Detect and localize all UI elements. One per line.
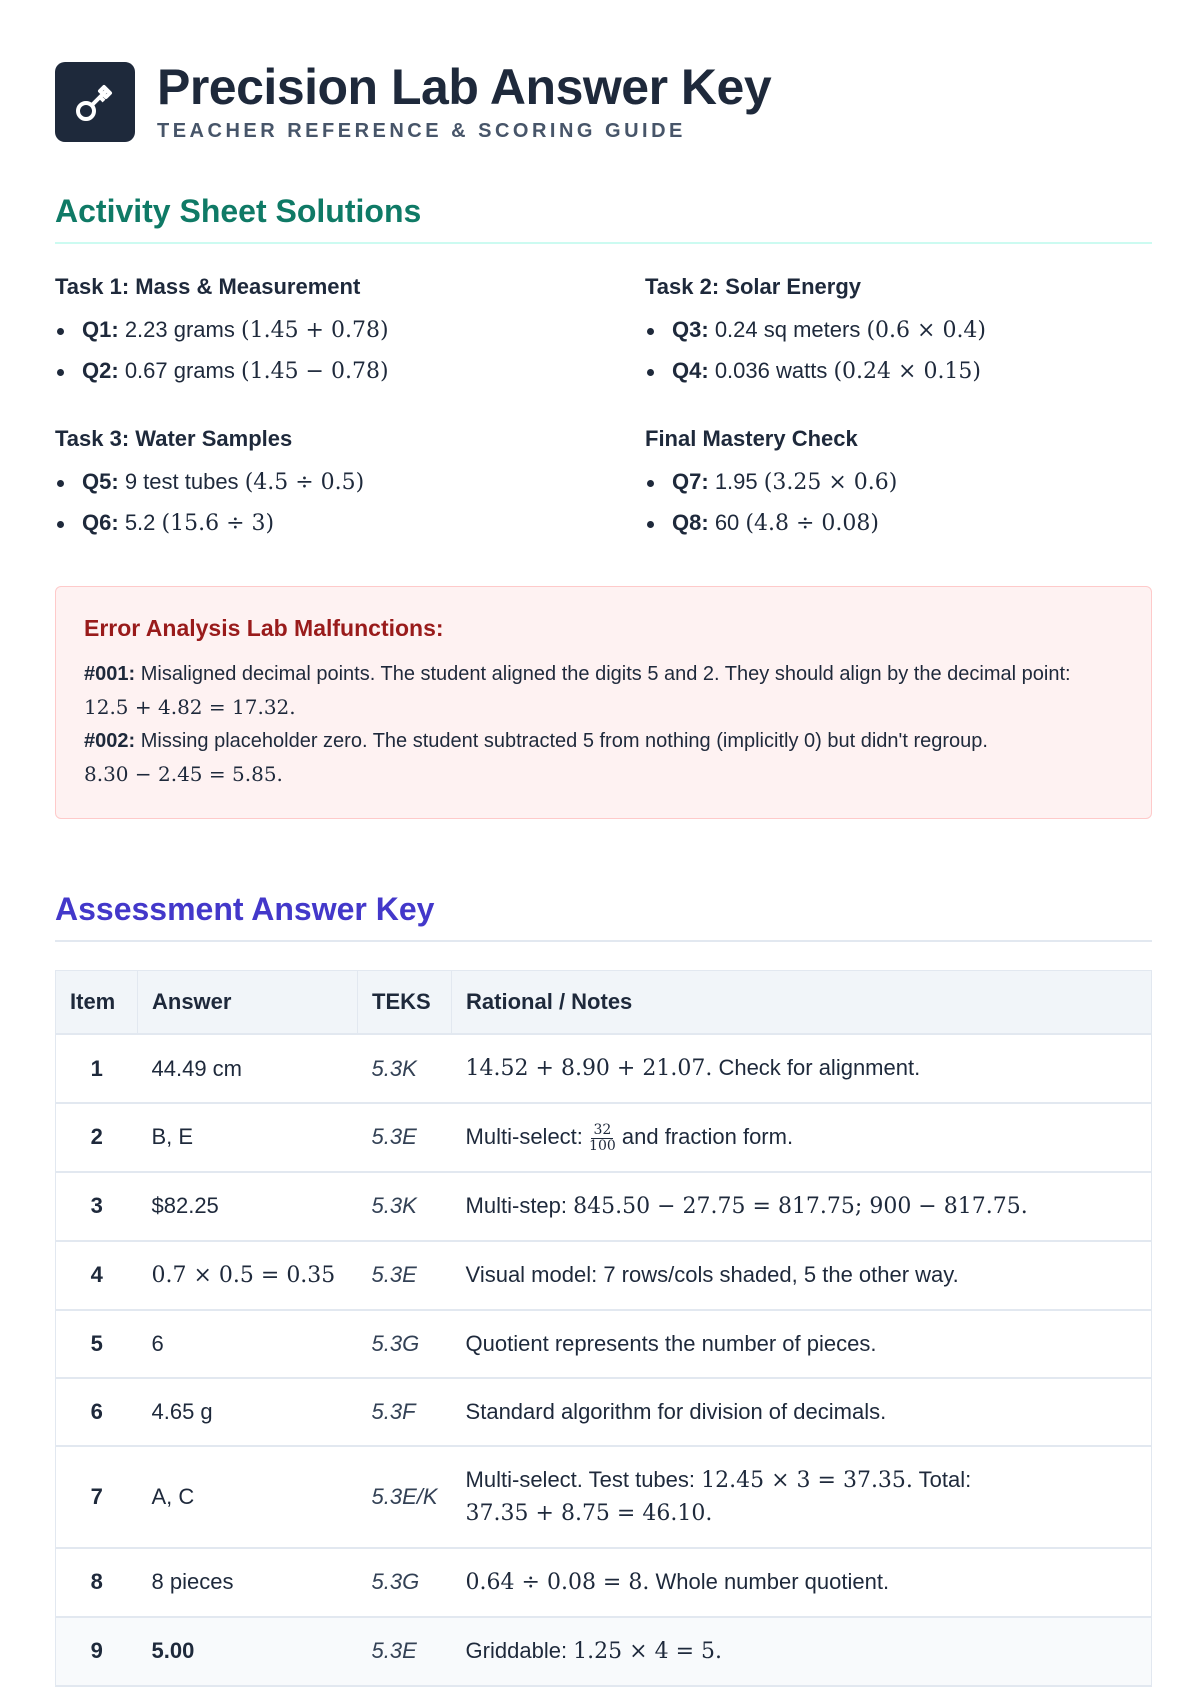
notes-text: Multi-select. Test tubes: xyxy=(465,1466,702,1492)
notes-cell xyxy=(452,1310,1152,1378)
task-title: Task 3: Water Samples xyxy=(55,426,293,451)
answer-key-table xyxy=(55,970,1152,1687)
answer-text: 6 xyxy=(151,1330,164,1356)
notes-text: Quotient represents the number of pieces. xyxy=(465,1330,877,1356)
error-math: 8.30 − 2.45 = 5.85. xyxy=(84,762,283,786)
notes-text: Multi-step: xyxy=(465,1192,574,1218)
answer-item xyxy=(55,351,645,392)
answer-math: (1.45 − 0.78) xyxy=(241,359,389,384)
answer-item xyxy=(645,503,1152,544)
task-grid xyxy=(55,274,1152,544)
column-header-notes: Rational / Notes xyxy=(452,971,1152,1035)
error-text: Missing placeholder zero. The student subtracted 5 from nothing (implicitly 0) but didn't regroup. xyxy=(140,730,988,752)
error-text: Misaligned decimal points. The student aligned the digits 5 and 2. They should align by the decimal point: xyxy=(140,663,1071,685)
notes-math-2: 37.35 + 8.75 = 46.10. xyxy=(465,1500,713,1526)
fraction-numerator: 32 xyxy=(593,1121,612,1138)
task-block xyxy=(55,426,645,544)
answer-cell xyxy=(138,1241,358,1310)
notes-text: Check for alignment. xyxy=(712,1055,921,1080)
notes-text: Standard algorithm for division of decimals. xyxy=(465,1398,887,1424)
answer-math: (3.25 × 0.6) xyxy=(763,470,898,495)
answer-text: $82.25 xyxy=(151,1193,219,1219)
answer-item xyxy=(55,462,645,503)
item-cell: 4 xyxy=(56,1241,138,1310)
page-subtitle: TEACHER REFERENCE & SCORING GUIDE xyxy=(157,120,686,142)
answer-cell xyxy=(138,1103,358,1172)
answer-text: 44.49 cm xyxy=(151,1055,242,1081)
notes-math: 0.64 ÷ 0.08 = 8. xyxy=(465,1569,650,1595)
notes-cell xyxy=(452,1548,1152,1617)
answer-text: A, C xyxy=(151,1483,195,1509)
teks-cell: 5.3E xyxy=(358,1617,452,1686)
answer-cell xyxy=(138,1172,358,1241)
teks-cell: 5.3E xyxy=(358,1103,452,1172)
answer-math: (15.6 ÷ 3) xyxy=(161,511,275,536)
answer-text: 9 test tubes xyxy=(124,469,239,494)
answer-math: 0.7 × 0.5 = 0.35 xyxy=(151,1262,336,1288)
answer-cell xyxy=(138,1617,358,1686)
notes-math: 1.25 × 4 = 5. xyxy=(573,1638,722,1664)
notes-text: Visual model: 7 rows/cols shaded, 5 the other way. xyxy=(465,1262,959,1288)
item-cell: 9 xyxy=(56,1617,138,1686)
table-row xyxy=(56,1446,1152,1548)
answer-math: (0.6 × 0.4) xyxy=(866,318,987,343)
answer-item xyxy=(645,462,1152,503)
answer-item xyxy=(645,351,1152,392)
teks-cell: 5.3E xyxy=(358,1241,452,1310)
error-heading: Error Analysis Lab Malfunctions: xyxy=(84,615,444,641)
answer-text: 1.95 xyxy=(714,469,758,494)
teks-cell: 5.3K xyxy=(358,1034,452,1103)
page-title: Precision Lab Answer Key xyxy=(157,59,772,115)
answer-text: 0.036 watts xyxy=(714,358,828,383)
answer-math: (0.24 × 0.15) xyxy=(833,359,982,384)
question-label: Q2: xyxy=(82,358,119,383)
table-row xyxy=(56,1034,1152,1103)
task-title: Final Mastery Check xyxy=(645,426,858,451)
answer-text: 5.00 xyxy=(151,1638,195,1664)
answer-cell xyxy=(138,1034,358,1103)
item-cell: 2 xyxy=(56,1103,138,1172)
item-cell: 8 xyxy=(56,1548,138,1617)
notes-text: Whole number quotient. xyxy=(649,1568,890,1594)
answer-text: 0.24 sq meters xyxy=(714,317,861,342)
question-label: Q4: xyxy=(672,358,709,383)
answer-math: (1.45 + 0.78) xyxy=(241,318,389,343)
task-title: Task 1: Mass & Measurement xyxy=(55,274,361,299)
answer-text: 60 xyxy=(714,510,740,535)
answer-text: 2.23 grams xyxy=(124,317,235,342)
error-math: 12.5 + 4.82 = 17.32. xyxy=(84,695,296,719)
notes-text-2: and fraction form. xyxy=(615,1124,794,1149)
fraction-denominator: 100 xyxy=(589,1137,616,1154)
answer-list xyxy=(645,310,1152,392)
teks-cell: 5.3G xyxy=(358,1548,452,1617)
teks-cell: 5.3G xyxy=(358,1310,452,1378)
task-block xyxy=(645,426,1152,544)
table-row xyxy=(56,1310,1152,1378)
answer-list xyxy=(645,462,1152,544)
teks-cell: 5.3F xyxy=(358,1378,452,1446)
answer-item xyxy=(645,310,1152,351)
task-block xyxy=(55,274,645,392)
question-label: Q7: xyxy=(672,469,709,494)
error-item xyxy=(84,725,1123,792)
notes-cell xyxy=(452,1378,1152,1446)
column-header-item: Item xyxy=(56,971,138,1035)
answer-text: 0.67 grams xyxy=(124,358,235,383)
answer-text: B, E xyxy=(151,1124,194,1150)
answer-cell xyxy=(138,1378,358,1446)
question-label: Q3: xyxy=(672,317,709,342)
table-row xyxy=(56,1617,1152,1686)
answer-cell xyxy=(138,1548,358,1617)
teks-cell: 5.3K xyxy=(358,1172,452,1241)
teks-cell: 5.3E/K xyxy=(358,1446,452,1548)
task-title: Task 2: Solar Energy xyxy=(645,274,862,299)
notes-text-2: Total: xyxy=(912,1466,972,1492)
notes-math: 845.50 − 27.75 = 817.75; 900 − 817.75. xyxy=(573,1193,1028,1219)
answer-cell xyxy=(138,1446,358,1548)
notes-cell xyxy=(452,1103,1152,1172)
question-label: Q5: xyxy=(82,469,119,494)
table-row xyxy=(56,1378,1152,1446)
answer-math: (4.5 ÷ 0.5) xyxy=(244,470,365,495)
answer-text: 4.65 g xyxy=(151,1398,213,1424)
question-label: Q1: xyxy=(82,317,119,342)
answer-cell xyxy=(138,1310,358,1378)
notes-cell xyxy=(452,1241,1152,1310)
error-id: #002: xyxy=(84,730,136,752)
item-cell: 3 xyxy=(56,1172,138,1241)
column-header-teks: TEKS xyxy=(358,971,452,1035)
table-row xyxy=(56,1241,1152,1310)
notes-text: Griddable: xyxy=(465,1637,574,1663)
table-row xyxy=(56,1103,1152,1172)
notes-math: 14.52 + 8.90 + 21.07. xyxy=(465,1056,713,1081)
activity-heading: Activity Sheet Solutions xyxy=(55,193,1152,244)
question-label: Q6: xyxy=(82,510,119,535)
key-icon xyxy=(55,62,135,142)
notes-math: 12.45 × 3 = 37.35. xyxy=(701,1467,913,1493)
table-row xyxy=(56,1172,1152,1241)
item-cell: 6 xyxy=(56,1378,138,1446)
table-row xyxy=(56,1548,1152,1617)
notes-text: Multi-select: xyxy=(465,1124,590,1149)
notes-cell xyxy=(452,1446,1152,1548)
error-item xyxy=(84,658,1123,725)
page-header xyxy=(55,60,1152,143)
column-header-answer: Answer xyxy=(138,971,358,1035)
assessment-heading: Assessment Answer Key xyxy=(55,891,1152,942)
item-cell: 5 xyxy=(56,1310,138,1378)
answer-list xyxy=(55,462,645,544)
answer-text: 5.2 xyxy=(124,510,156,535)
question-label: Q8: xyxy=(672,510,709,535)
answer-list xyxy=(55,310,645,392)
answer-item xyxy=(55,310,645,351)
item-cell: 1 xyxy=(56,1034,138,1103)
error-id: #001: xyxy=(84,663,136,685)
answer-item xyxy=(55,503,645,544)
notes-cell xyxy=(452,1172,1152,1241)
answer-math: (4.8 ÷ 0.08) xyxy=(745,511,879,536)
notes-cell xyxy=(452,1617,1152,1686)
error-analysis-box xyxy=(55,586,1152,819)
task-block xyxy=(645,274,1152,392)
answer-text: 8 pieces xyxy=(151,1569,234,1595)
notes-cell xyxy=(452,1034,1152,1103)
fraction xyxy=(589,1123,616,1154)
item-cell: 7 xyxy=(56,1446,138,1548)
